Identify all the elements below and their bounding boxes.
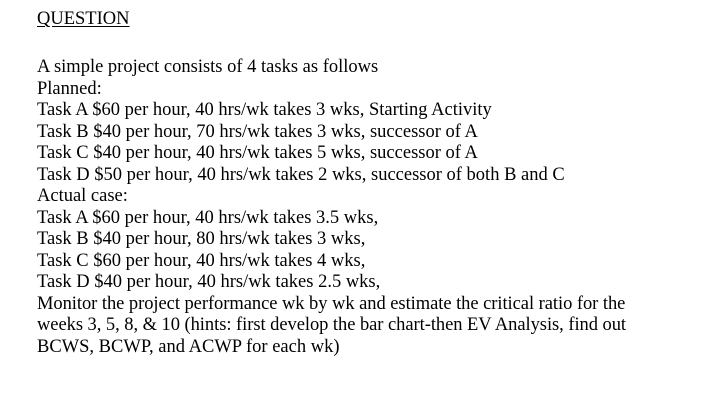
planned-task-a: Task A $60 per hour, 40 hrs/wk takes 3 wks, Starting Activity bbox=[37, 100, 492, 120]
planned-label: Planned: bbox=[37, 78, 102, 99]
planned-task-d: Task D $50 per hour, 40 hrs/wk takes 2 wks, successor of both B and C bbox=[37, 164, 565, 185]
instruction-line-2: weeks 3, 5, 8, & 10 (hints: first develop the bar chart-then EV Analysis, find out bbox=[37, 315, 626, 335]
actual-task-b: Task B $40 per hour, 80 hrs/wk takes 3 wks, bbox=[37, 229, 366, 249]
planned-task-c: Task C $40 per hour, 40 hrs/wk takes 5 wks, successor of A bbox=[37, 143, 478, 163]
actual-label: Actual case: bbox=[37, 186, 128, 206]
actual-task-a: Task A $60 per hour, 40 hrs/wk takes 3.5 wks, bbox=[37, 207, 379, 228]
instruction-line-3: BCWS, BCWP, and ACWP for each wk) bbox=[37, 336, 340, 357]
actual-task-c: Task C $60 per hour, 40 hrs/wk takes 4 wks, bbox=[37, 250, 366, 271]
instruction-line-1: Monitor the project performance wk by wk and estimate the critical ratio for the bbox=[37, 293, 626, 314]
actual-task-d: Task D $40 per hour, 40 hrs/wk takes 2.5 wks, bbox=[37, 272, 381, 292]
planned-task-b: Task B $40 per hour, 70 hrs/wk takes 3 wks, successor of A bbox=[37, 121, 478, 142]
question-body bbox=[37, 57, 709, 358]
intro-line: A simple project consists of 4 tasks as follows bbox=[37, 57, 379, 77]
question-heading: QUESTION bbox=[37, 9, 130, 29]
